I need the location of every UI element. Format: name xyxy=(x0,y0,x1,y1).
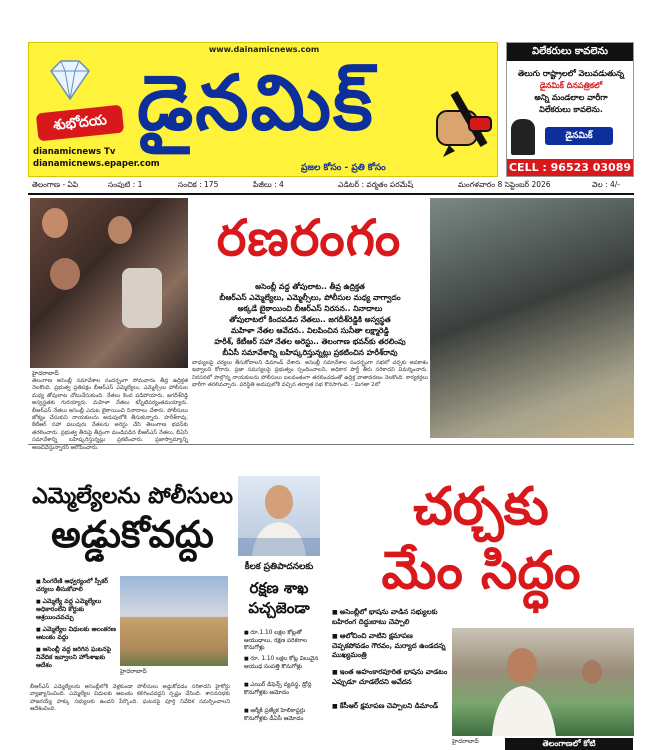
right-story-bullet: ■ అసెంబ్లీలో భాషను వాడిన సభ్యులకు బహిరంగ దిద్దుబాటు చెప్పాలి xyxy=(332,608,450,627)
recruitment-ad[interactable] xyxy=(506,42,634,177)
mid-story-headline: పచ్చజెండా xyxy=(248,599,310,617)
left-story-body: బీఆర్ఎస్ ఎమ్మెల్యేలను అసెంబ్లీలోకి వెళ్లకుండా పోలీసులు అడ్డుకోవడం సరికాదని హైకోర్టు వ్యాఖ్యానించింది. ఎమ్మెల్యేల విధులకు ఆటంకం కలిగించవద్దని స్పష్టం చేసింది. శాసనసభకు హాజరయ్యే హక్కు సభ్యులకు ఉందని పేర్కొంది. ఘటనపై పూర్తి నివేదిక సమర్పించాలని ఆదేశించింది. xyxy=(30,684,230,713)
dateline-price: వెల : 4/- xyxy=(592,180,620,189)
bottom-banner[interactable]: తెలంగాణలో కోటి xyxy=(505,738,633,750)
ad-line: తెలుగు రాష్ట్రాలలో వెలువడుతున్న xyxy=(517,69,625,78)
person-icon xyxy=(238,476,320,556)
website-url[interactable]: www.dainamicnews.com xyxy=(208,45,320,54)
protest-photo-left[interactable] xyxy=(30,198,188,368)
lead-subline: బీఆర్ఎస్ ఎమ్మెల్యేలు, ఎమ్మెల్సీలు, పోలీసుల మధ్య వాగ్వాదం xyxy=(219,293,401,302)
photo-caption: హైదరాబాద్ xyxy=(120,668,147,675)
right-story-bullet: ■ ఆలోచించి వాటిని క్షమాపణ చెప్పకపోవడం గౌరవం, మర్యాద ఉండదన్న ముఖ్యమంత్రి xyxy=(332,632,450,661)
epaper-link[interactable]: dianamicnews.epaper.com xyxy=(33,159,160,169)
dateline-date: మంగళవారం 8 సెప్టెంబర్ 2026 xyxy=(458,180,551,189)
tv-channel-text: dianamicnews Tv xyxy=(33,147,116,157)
masthead xyxy=(28,42,498,177)
lead-subline: మహిళా నేతల ఆవేదన.. విలపించిన సునీతా లక్ష్మారెడ్డి xyxy=(230,326,390,335)
lead-headline: రణరంగం xyxy=(216,209,402,267)
protest-photo-right[interactable] xyxy=(430,198,634,438)
ad-phone[interactable]: CELL : 96523 03089 xyxy=(508,161,632,174)
right-story-bullet: ■ ఇంత అహంకారపూరిత భాషను వాడటం ఎప్పుడూ చూడలేదని ఆవేదన xyxy=(332,668,450,687)
photo-caption: హైదరాబాద్ xyxy=(452,738,479,745)
mid-story-bullet: ■ ఎయిర్ డిఫెన్స్ వ్యవస్థ, డ్రోన్ల కొనుగోళ్లకు ఆమోదం xyxy=(244,682,322,697)
left-story-bullet: ■ ఎమ్మెల్యే వద్ద ఎమ్మెల్యేలు అధికారంలేని కోర్టుకు ఆశ్రయించవచ్చు xyxy=(36,598,116,622)
ad-line: అన్ని మండలాల వారీగా xyxy=(534,93,608,102)
mid-story-bullet: ■ ఆర్మీకి ప్రత్యేక హెలికాప్టర్లు కొనుగోళ్లకు డీఏసీ ఆమోదం xyxy=(244,708,322,723)
lead-subline: హరీశ్, కేటీఆర్ సహా నేతల అరెస్టు.. తెలంగాణ భవన్‌కు తరలింపు xyxy=(214,337,406,346)
lead-subline: అక్కడే బైఠాయించి బీఆర్ఎస్ నిరసన.. నినాదాలు xyxy=(237,304,383,313)
lead-subline: బీఏసీ సమావేశాన్ని బహిష్కరిస్తున్నట్లు ప్రకటించిన హరీశ్‌రావు xyxy=(222,348,398,357)
dateline-pages: పేజీలు : 4 xyxy=(253,180,284,189)
chief-minister-photo[interactable] xyxy=(452,628,634,736)
dateline-region: తెలంగాణ - ఏపి xyxy=(32,180,79,189)
lead-body-left: తెలంగాణ అసెంబ్లీ సమావేశాల సందర్భంగా సోమవారం తీవ్ర ఉద్రిక్తత నెలకొంది. ప్రభుత్వ ప్రతిపక్షం బీఆర్ఎస్ ఎమ్మెల్యేలు, ఎమ్మెల్సీలు పోలీసుల మధ్య తోపులాట చోటుచేసుకుంది. నేతలు కింద పడిపోయారు, జగదీశ్‌రెడ్డి అస్వస్థతకు గురయ్యారు. మహిళా నేతలు కన్నీటిపర్యంతమయ్యారు. బీఆర్ఎస్ నేతలు అసెంబ్లీ ఎదుట బైఠాయించి నినాదాలు చేశారు. పోలీసులు జోక్యం చేసుకుని నాయకులను అదుపులోకి తీసుకున్నారు. హరీశ్‌రావు, కేటీఆర్ సహా పలువురు నేతలను అరెస్టు చేసి తెలంగాణ భవన్‌కు తరలించారు. ప్రభుత్వ తీరుపై తీవ్రంగా మండిపడిన బీఆర్ఎస్ నేతలు, బీఏసీ సమావేశాన్ని బహిష్కరిస్తున్నట్లు ప్రకటించారు. ప్రజాస్వామ్యాన్ని అణచివేస్తున్నారని ఆరోపించారు. xyxy=(32,378,188,451)
ad-line: డైనమిక్ దినపత్రికలో xyxy=(539,81,603,90)
dateline-volume: సంపుటి : 1 xyxy=(108,180,143,189)
ad-header: విలేకరులు కావలెను xyxy=(507,43,633,61)
divider xyxy=(28,444,634,445)
lead-subline: అసెంబ్లీ వద్ద తోపులాట.. తీవ్ర ఉద్రిక్తత xyxy=(255,282,365,291)
mid-story-bullet: ■ రూ.1.10 లక్షల కోట్లతో ఆయుధాలు, రక్షణ పరికరాల కొనుగోళ్లు xyxy=(244,630,322,653)
ad-line: విలేకరులు కావలెను. xyxy=(539,105,603,114)
left-story-bullet: ■ ఎమ్మెల్యేల విధులకు అలంకరణ ఆటంకం వద్దు xyxy=(36,626,116,642)
left-story-bullet: ■ సింగరేణి ఆధ్వర్యంలో స్పీకర్ చర్యలు తీసుకోవాలి xyxy=(36,578,116,594)
dateline xyxy=(28,180,634,192)
dateline-editor: ఎడిటర్ : వర్మతం పరమేష్ xyxy=(338,180,413,189)
ad-person-image xyxy=(511,119,535,155)
minister-photo[interactable] xyxy=(238,476,320,556)
pen-hand-icon xyxy=(429,83,495,163)
photo-caption: హైదరాబాద్ xyxy=(32,370,59,377)
diamond-icon xyxy=(41,57,99,101)
lead-body-mid: బాధ్యులపై చర్యలు తీసుకోవాలని డిమాండ్ చేశారు. అసెంబ్లీ సమావేశాల సందర్భంగా సభలో చర్చకు అవకాశం ఇవ్వాలని కోరారు. ప్రజా సమస్యలపై ప్రభుత్వం స్పందించాలని, అధికార పార్టీ తీరు సరికాదని విమర్శించారు. నిరసనలో పాల్గొన్న నాయకులను పోలీసులు బలవంతంగా తరలించడంతో ఉద్రిక్త వాతావరణం నెలకొంది. కార్యకర్తలు భారీగా తరలివచ్చారు. పరిస్థితి అదుపులోకి వచ్చిన తర్వాత సభ కొనసాగింది. - మిగతా 2లో xyxy=(192,360,428,389)
right-story-headline: మేం సిద్ధం xyxy=(381,541,581,601)
right-story-bullet: ■ కేసీఆర్ క్షమాపణ చెప్పాలని డిమాండ్ xyxy=(332,702,450,712)
left-story-bullet: ■ అసెంబ్లీ వద్ద జరిగిన ఘటనపై నివేదిక ఇవ్వాలని హోంశాఖకు ఆదేశం xyxy=(36,646,116,670)
right-story-headline: చర్చకు xyxy=(413,477,549,537)
divider xyxy=(28,193,634,195)
newspaper-title: డైనమిక్ xyxy=(137,58,375,147)
left-story-headline: అడ్డుకోవద్దు xyxy=(51,513,214,556)
mid-story-kicker: కీలక ప్రతిపాదనలకు xyxy=(244,562,314,572)
left-story-kicker: ఎమ్మెల్యేలను పోలీసులు xyxy=(32,484,233,509)
dateline-issue: సంచిక : 175 xyxy=(178,180,219,189)
mid-story-headline: రక్షణ శాఖ xyxy=(249,579,309,597)
tagline: ప్రజల కోసం - ప్రతి కోసం xyxy=(301,163,386,173)
ad-logo: డైనమిక్ xyxy=(545,127,613,145)
person-icon xyxy=(452,628,634,736)
brand-script-logo: శుభోదయ xyxy=(36,105,124,142)
high-court-photo[interactable] xyxy=(120,576,228,666)
lead-subline: తోపులాటలో కిందపడిన నేతలు.. జగదీశ్‌రెడ్డికి అస్వస్థత xyxy=(229,315,391,324)
mid-story-bullet: ■ రూ. 1.10 లక్షల కోట్ల విలువైన ఆయుధ సంపత్తి కొనుగోళ్లు xyxy=(244,656,322,671)
